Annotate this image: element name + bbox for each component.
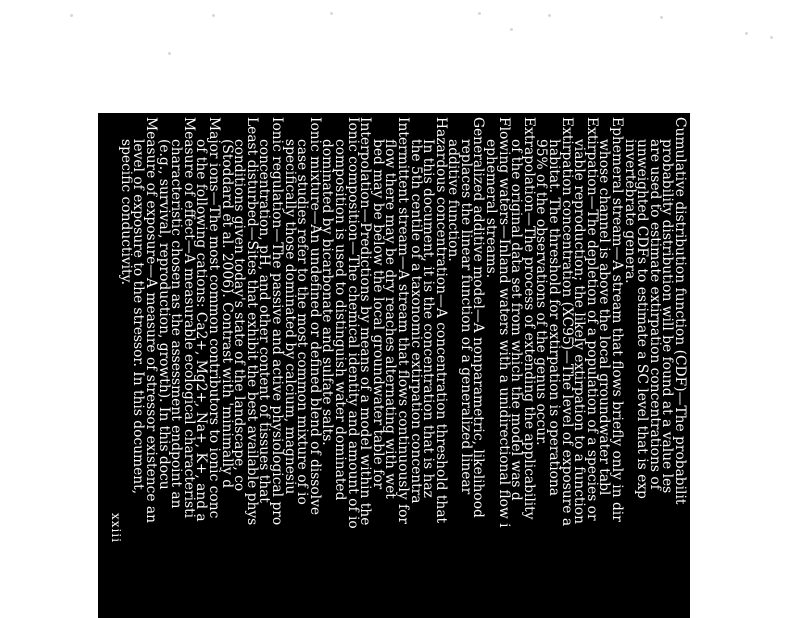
glossary-line: Cumulative distribution function (CDF)—The probabilit	[672, 117, 688, 505]
glossary-line: Ionic composition—The chemical identity and amount of io	[344, 117, 361, 529]
glossary-line: Generalized additive model—A nonparametric, likelihood	[470, 117, 487, 518]
glossary-line: Ionic mixture—An undefined or defined blend of dissolve	[306, 117, 323, 516]
glossary-line: invertebrate genera.	[621, 139, 638, 284]
rotated-glossary-text	[98, 113, 690, 618]
glossary-line: characteristic chosen as the assessment endpoint an	[168, 139, 185, 509]
glossary-line: Flowing waters—Inland waters with a unidirectional flow i	[495, 117, 512, 528]
glossary-line: Extirpation concentration (XC95)—The level of exposure a	[558, 117, 575, 527]
glossary-line: level of exposure to the stressor. In this document,	[130, 139, 147, 495]
page-number: xxiii	[109, 513, 123, 544]
glossary-line: composition is used to distinguish water dominated	[331, 139, 348, 501]
glossary-line: Extirpation—The depletion of a population of a species or	[583, 117, 600, 521]
glossary-line: case studies refer to the most common mixture of io	[294, 139, 311, 505]
glossary-line: ephemeral streams.	[483, 139, 500, 279]
glossary-line: Hazardous concentration—A concentration threshold that	[432, 117, 449, 524]
glossary-line: habitat. The threshold for extirpation is operationa	[546, 139, 563, 497]
glossary-line: Measure of effect—A measurable ecological characteristi	[180, 117, 197, 519]
glossary-line: are used to estimate extirpation concentrations of	[646, 139, 663, 490]
glossary-line: probability distribution will be found at a value les	[659, 139, 676, 494]
glossary-line: bed may be below the local groundwater table for	[369, 139, 386, 490]
scanned-glossary-page	[98, 113, 690, 618]
glossary-line: (Stoddard et al. 2006). Contrast with 'minimally d	[218, 139, 235, 489]
glossary-line: unweighted CDFs to estimate a SC level that is exp	[634, 139, 651, 499]
glossary-line: whose channel is above the local groundwater tabl	[596, 139, 613, 496]
glossary-line: In this document, it is the concentration that is haz	[420, 139, 437, 498]
glossary-line: conditions given today's state of the landscape, co	[231, 139, 248, 492]
glossary-line: viable reproduction; the likely extirpation to a function	[571, 139, 588, 524]
glossary-line: Ephemeral stream—A stream that flows briefly only in dir	[609, 117, 626, 522]
glossary-line: of the original data set from which the model was d	[508, 139, 525, 501]
glossary-line: Interpolation—Predictions by means of a model within the	[357, 117, 374, 526]
glossary-line: Major ions—The most common contributors to ionic conc	[206, 117, 223, 519]
glossary-line: Least disturbed—Sites that exhibit the best available phys	[243, 117, 260, 526]
glossary-line: additive function.	[445, 139, 462, 262]
glossary-line: concentration, pH, and other content of tissues that	[256, 139, 273, 503]
glossary-line: Intermittent stream—A stream that flows continuously for	[394, 117, 411, 525]
glossary-line: replaces the linear function of a generalized linear	[457, 139, 474, 495]
glossary-line: of the following cations: Ca2+, Mg2+, Na+, K+, and a	[193, 139, 210, 522]
glossary-line: specific conductivity.	[117, 139, 134, 285]
glossary-line: the 5th centile of a taxonomic extirpation concentra	[407, 139, 424, 504]
glossary-line: (e.g., survival, reproduction, growth). In this docu	[155, 139, 172, 490]
glossary-line: Extrapolation—The process of extending the applicability	[520, 117, 537, 520]
scan-background-specks	[0, 0, 800, 120]
glossary-line: dominated by bicarbonate and sulfate salts.	[319, 139, 336, 446]
glossary-line: 95% of the observations of the genus occur.	[533, 139, 550, 446]
glossary-line: specifically those dominated by calcium, magnesiu	[281, 139, 298, 495]
glossary-line: Measure of exposure—A measure of stressor existence an	[143, 117, 160, 524]
glossary-line: flow there may be dry reaches alternating with wet	[382, 139, 399, 499]
glossary-line: Ionic regulation—The passive and active physiological pro	[269, 117, 285, 526]
